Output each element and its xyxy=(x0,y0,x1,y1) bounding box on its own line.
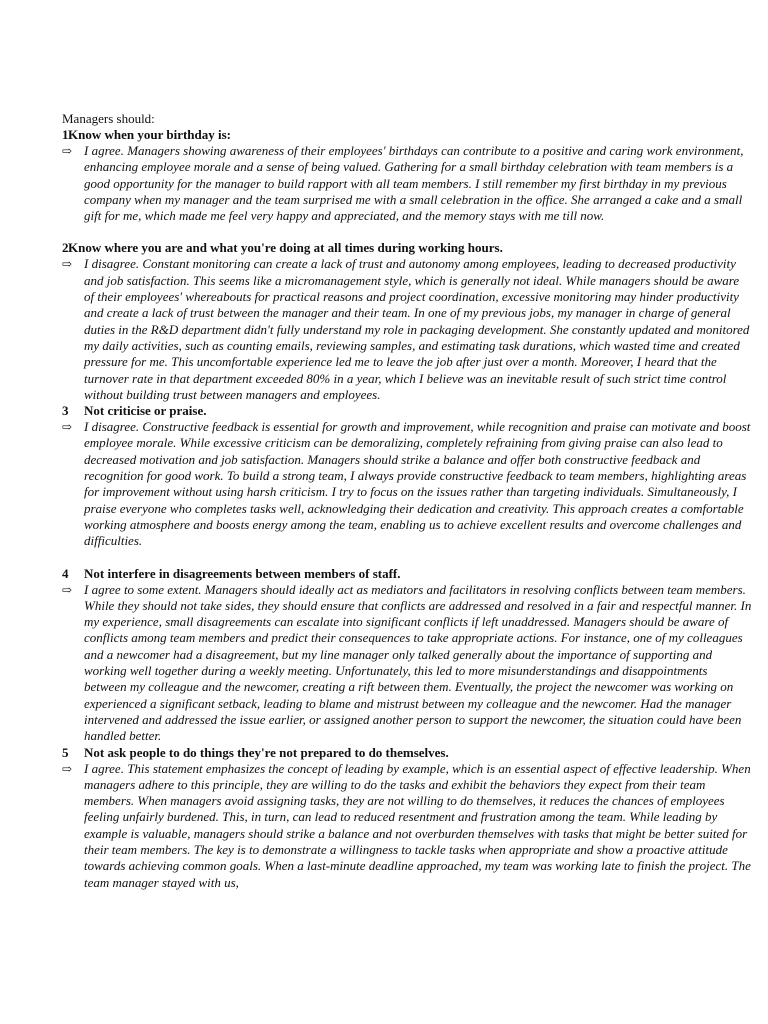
section-number: 4 xyxy=(62,565,69,581)
section-paragraph: I agree to some extent. Managers should ideally act as mediators and facilitators in resolving conflicts between team members. While they should not take sides, they should ensure that conflicts are addressed and resolved in a fair and respectful manner. In my experience, small disagreements can escalate into significant conflicts if left unaddressed. Managers should be aware of conflicts among team members and predict their consequences to take appropriate actions. For instance, one of my colleagues and a newcomer had a disagreement, but my line manager only talked generally about the importance of supporting and working well together during a weekly meeting. Unfortunately, this led to more misunderstandings and disappointments between my colleague and the newcomer, creating a rift between them. Eventually, the project the newcomer was working on experienced a significant setback, leading to blame and mistrust between my colleague and the newcomer. Had the manager intervened and addressed the issue earlier, or assigned another person to support the newcomer, the situation could have been handled better. xyxy=(84,581,752,744)
arrow-bullet-icon: ⇨ xyxy=(62,257,73,272)
arrow-bullet-icon: ⇨ xyxy=(62,144,73,158)
section-title: Not ask people to do things they're not prepared to do themselves. xyxy=(84,744,449,760)
section-paragraph: I agree. Managers showing awareness of their employees' birthdays can contribute to a positive and caring work environment, enhancing employee morale and a sense of being valued. Gathering for a small birthday celebration with team members is a good opportunity for the manager to build rapport with all team members. I still remember my first birthday in my previous company when my manager and the team surprised me with a small celebration in the office. She arranged a cake and a small gift for me, which made me feel very happy and appreciated, and the memory stays with me till now. xyxy=(84,143,744,224)
section-body-5 xyxy=(62,761,752,891)
arrow-bullet-icon: ⇨ xyxy=(62,420,73,435)
section-number: 2 xyxy=(62,240,69,256)
section-heading-1 xyxy=(62,127,752,143)
section-body-4 xyxy=(62,582,752,745)
section-paragraph: I disagree. Constructive feedback is essential for growth and improvement, while recognition and praise can motivate and boost employee morale. While excessive criticism can be demoralizing, completely refraining from giving praise can also lead to decreased motivation and job satisfaction. Managers should strike a balance and offer both constructive feedback and recognition for good work. To build a strong team, I always provide constructive feedback to team members, highlighting areas for improvement without using harsh criticism. I try to focus on the issues rather than targeting individuals. Simultaneously, I praise everyone who completes tasks well, acknowledging their dedication and creativity. This approach creates a comfortable working atmosphere and boosts energy among the team, enabling us to achieve excellent results and overcome challenges and difficulties. xyxy=(84,419,751,549)
section-number: 1 xyxy=(62,127,69,142)
arrow-bullet-icon: ⇨ xyxy=(62,761,73,776)
section-paragraph: I disagree. Constant monitoring can create a lack of trust and autonomy among employees, leading to decreased productivity and job satisfaction. This seems like a micromanagement style, which is generally not ideal. While managers should be aware of their employees' whereabouts for practical reasons and project coordination, excessive monitoring may hinder productivity and create a lack of trust between the manager and their team. In one of my previous jobs, my manager in charge of general duties in the R&D department didn't fully understand my role in packaging development. She constantly updated and monitored my daily activities, such as counting emails, reviewing samples, and estimating task durations, which wasted time and created pressure for me. This uncomfortable experience led me to leave the job after just over a month. Moreover, I heard that the turnover rate in that department exceeded 80% in a year, which I believe was an inevitable result of such strict time control without building trust between managers and employees. xyxy=(84,256,750,402)
arrow-bullet-icon: ⇨ xyxy=(62,582,73,597)
section-heading-5 xyxy=(62,745,752,761)
section-body-1 xyxy=(62,143,752,224)
section-heading-2 xyxy=(62,240,752,256)
section-number: 5 xyxy=(62,744,69,760)
section-title: Not interfere in disagreements between members of staff. xyxy=(84,565,401,581)
intro-line: Managers should: xyxy=(62,111,155,126)
section-heading-3 xyxy=(62,403,752,419)
section-heading-4 xyxy=(62,566,752,582)
section-body-2 xyxy=(62,256,752,403)
section-body-3 xyxy=(62,419,752,549)
section-title: Know where you are and what you're doing at all times during working hours. xyxy=(68,240,503,256)
section-title: Not criticise or praise. xyxy=(84,403,207,419)
section-paragraph: I agree. This statement emphasizes the concept of leading by example, which is an essential aspect of effective leadership. When managers adhere to this principle, they are willing to do the tasks and exhibit the behaviors they expect from their team members. When managers avoid assigning tasks, they are not willing to do themselves, it reduces the chances of employees feeling unfairly burdened. This, in turn, can lead to reduced resentment and frustration among the team. While leading by example is valuable, managers should strike a balance and not overburden themselves with tasks that might be better suited for their team members. The key is to demonstrate a willingness to tackle tasks when appropriate and show a proactive attitude towards achieving common goals. When a last-minute deadline approached, my team was working late to finish the project. The team manager stayed with us, xyxy=(84,760,751,890)
section-title: Know when your birthday is: xyxy=(68,127,232,142)
section-number: 3 xyxy=(62,403,69,419)
document-page xyxy=(62,111,752,891)
